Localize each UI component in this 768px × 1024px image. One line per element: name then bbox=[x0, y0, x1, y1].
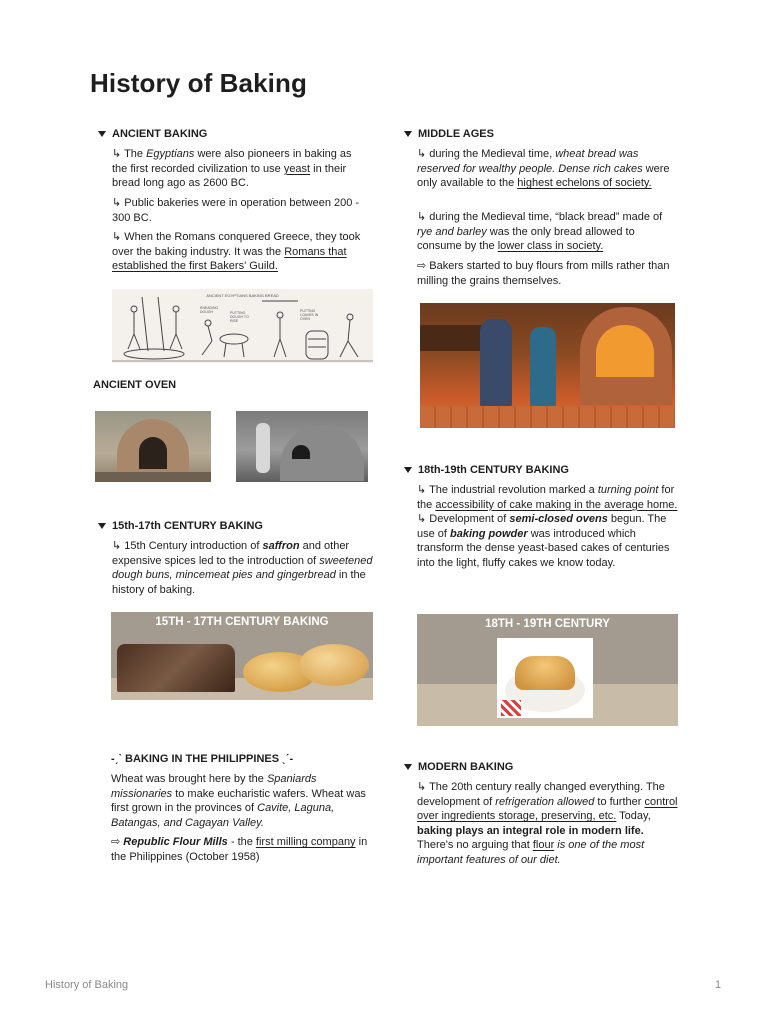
underlined-text: first milling company bbox=[255, 836, 356, 848]
text-run: was the only bread allowed to consume by the bbox=[417, 225, 635, 253]
text-run: ⇨ Bakers started to buy flours from mills rather than milling the grains themselves. bbox=[417, 260, 670, 287]
text-run: to make eucharistic wafers. Wheat was first grown in the provinces of bbox=[111, 787, 366, 815]
text-run: for the bbox=[417, 484, 675, 511]
figure-caption: ANCIENT EGYPTIANS BAKING BREAD bbox=[206, 293, 279, 298]
middle-paragraph-3 bbox=[417, 259, 679, 288]
heading-middle-ages bbox=[404, 128, 494, 140]
bold-text: saffron bbox=[262, 540, 300, 552]
text-run: ↳ The 20th century really changed everything. The development of bbox=[417, 781, 665, 808]
italic-text: Cavite, Laguna, Batangas, and Cagayan Valley. bbox=[111, 802, 335, 829]
text-run: ↳ When the Romans conquered Greece, they took over the baking industry. It was the bbox=[112, 231, 361, 258]
heading-text: -ˏˋ BAKING IN THE PHILIPPINES ˎˊ- bbox=[111, 753, 294, 765]
underlined-text: highest echelons of society. bbox=[517, 177, 652, 190]
text-run: ↳ Public bakeries were in operation between 200 - 300 BC. bbox=[112, 197, 360, 224]
middle-paragraph-1 bbox=[417, 147, 675, 191]
banner-18th-19th bbox=[417, 614, 678, 726]
text-run: and other expensive spices led to the introduction of bbox=[112, 540, 350, 567]
text-run: was introduced which transform the dense yeast-based cakes of centuries into the light, fluffy cakes we know today. bbox=[417, 527, 670, 569]
heading-ancient-baking bbox=[98, 128, 207, 140]
heading-text: ANCIENT OVEN bbox=[93, 379, 177, 391]
heading-text: 18th-19th CENTURY BAKING bbox=[418, 464, 569, 476]
underlined-text: yeast bbox=[283, 162, 311, 175]
heading-modern-baking bbox=[404, 761, 513, 773]
underlined-text: control over ingredients storage, preserving, etc. bbox=[417, 795, 678, 823]
text-run: in their bread long ago as 2600 BC. bbox=[112, 162, 347, 190]
heading-15th-17th bbox=[98, 520, 263, 532]
footer-page-number: 1 bbox=[715, 979, 722, 991]
collapse-triangle-icon[interactable] bbox=[98, 131, 106, 137]
c15-paragraph-1 bbox=[112, 539, 374, 597]
bold-text: Republic Flour Mills bbox=[123, 836, 228, 848]
text-run: ↳ during the Medieval time, bbox=[417, 148, 556, 160]
egyptian-figures-drawing bbox=[112, 289, 373, 363]
italic-text: Spaniards missionaries bbox=[111, 773, 317, 800]
text-run: - the bbox=[227, 836, 256, 848]
bold-text: baking plays an integral role in modern life. bbox=[417, 824, 644, 837]
text-run: ↳ The bbox=[112, 148, 147, 160]
underlined-text: flour bbox=[532, 839, 555, 852]
text-run: in the Philippines (October 1958) bbox=[111, 836, 368, 863]
figure-label-rising: PUTTING DOUGH TO RISE bbox=[230, 311, 249, 323]
ancient-paragraph-2 bbox=[112, 196, 367, 225]
banner-text: 15TH - 17TH CENTURY BAKING bbox=[155, 616, 329, 628]
philippines-paragraph-1 bbox=[111, 772, 373, 830]
italic-text: rye and barley bbox=[417, 225, 487, 238]
collapse-triangle-icon[interactable] bbox=[404, 131, 412, 137]
italic-text: turning point bbox=[597, 484, 659, 496]
middle-paragraph-2 bbox=[417, 210, 679, 254]
text-run: There's no arguing that bbox=[417, 839, 533, 852]
text-run: Wheat was brought here by the bbox=[111, 773, 267, 785]
heading-text: ANCIENT BAKING bbox=[112, 128, 208, 140]
egyptian-baking-illustration bbox=[112, 289, 373, 363]
italic-text: sweetened dough buns, mincemeat pies and gingerbread bbox=[112, 554, 373, 582]
text-run: ↳ during the Medieval time, “black bread” made of bbox=[417, 211, 663, 223]
heading-ancient-oven bbox=[93, 379, 176, 391]
ancient-paragraph-3 bbox=[112, 230, 372, 274]
banner-text: 18TH - 19TH CENTURY bbox=[485, 618, 610, 630]
heading-18th-19th bbox=[404, 464, 569, 476]
c18-paragraph-1 bbox=[417, 483, 679, 571]
text-run: ↳ 15th Century introduction of bbox=[112, 540, 263, 552]
medieval-bakery-painting bbox=[420, 303, 675, 428]
clay-oven-photo bbox=[95, 411, 211, 482]
underlined-text: lower class in society. bbox=[497, 240, 604, 253]
banner-15th-17th bbox=[111, 612, 373, 700]
text-run: were only available to the bbox=[417, 162, 670, 190]
text-run: ⇨ bbox=[111, 836, 124, 848]
bold-text: semi-closed ovens bbox=[509, 513, 608, 526]
philippines-paragraph-2 bbox=[111, 835, 373, 864]
bold-text: baking powder bbox=[450, 527, 528, 540]
italic-text: refrigeration allowed bbox=[495, 795, 595, 808]
text-run: ↳ The industrial revolution marked a bbox=[417, 484, 598, 496]
ancient-paragraph-1 bbox=[112, 147, 367, 191]
text-run: in the history of baking. bbox=[112, 569, 366, 596]
text-run: were also pioneers in baking as the first recorded civilization to use bbox=[112, 148, 352, 175]
heading-text: MIDDLE AGES bbox=[418, 128, 494, 140]
collapse-triangle-icon[interactable] bbox=[404, 467, 412, 473]
italic-text: Egyptians bbox=[146, 148, 195, 160]
underlined-text: Romans that established the first Bakers' Guild. bbox=[112, 245, 347, 273]
heading-text: 15th-17th CENTURY BAKING bbox=[112, 520, 263, 532]
underlined-text: accessibility of cake making in the average home. bbox=[435, 498, 678, 511]
modern-paragraph-1 bbox=[417, 780, 679, 868]
stone-oven-photo bbox=[236, 411, 368, 482]
collapse-triangle-icon[interactable] bbox=[404, 764, 412, 770]
footer-document-name: History of Baking bbox=[45, 979, 129, 991]
collapse-triangle-icon[interactable] bbox=[98, 523, 106, 529]
heading-text: MODERN BAKING bbox=[418, 761, 514, 773]
figure-label-kneading: KNEADING DOUGH bbox=[200, 306, 219, 314]
text-run: begun. The use of bbox=[417, 513, 667, 540]
text-run: Today, bbox=[616, 810, 651, 823]
figure-label-oven: PUTTING LOAVES IN OVEN bbox=[300, 309, 319, 321]
text-run: ↳ Development of bbox=[417, 513, 510, 526]
document-title: History of Baking bbox=[90, 68, 307, 98]
text-run: to further bbox=[594, 795, 645, 808]
italic-text: is one of the most important features of our diet. bbox=[417, 839, 645, 866]
italic-text: wheat bread was reserved for wealthy people. Dense rich cakes bbox=[417, 148, 643, 175]
heading-philippines bbox=[111, 753, 293, 765]
